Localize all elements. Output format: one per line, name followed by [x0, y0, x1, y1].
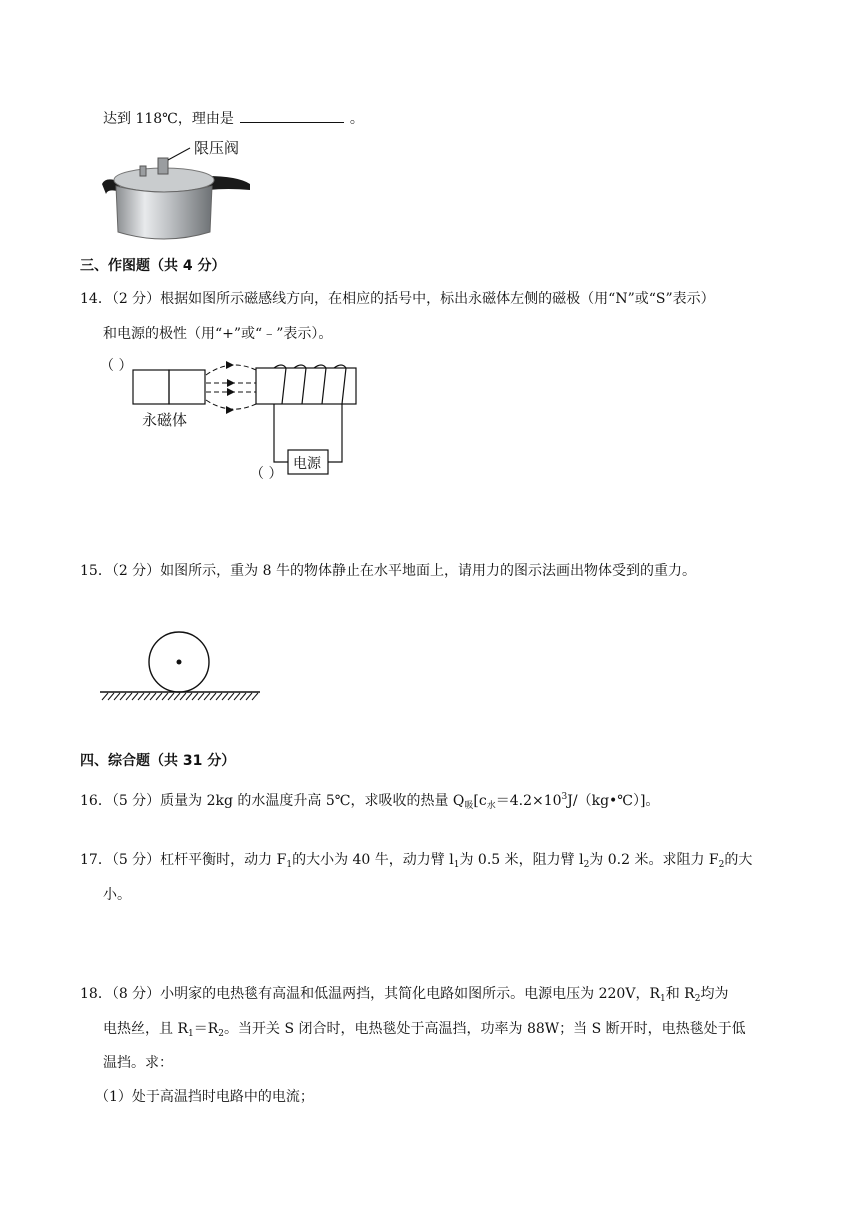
q18-line1: 18．（8 分）小明家的电热毯有高温和低温两挡，其简化电路如图所示。电源电压为 220V，$R_1$和 $R_2$均为 [80, 986, 729, 1004]
q16-line1: 16．（5 分）质量为 2kg 的水温度升高 5℃，求吸收的热量 $Q_吸[c_水=4.2\times 10^3J/(kg•℃)]$。 [80, 792, 660, 811]
q17-line1: 17．（5 分）杠杆平衡时，动力 $F_1$的大小为 40 牛，动力臂 $l_1$为 0.5 米，阻力臂 $l_2$为 0.2 米。求阻力 $F_2$的大 [80, 852, 753, 870]
solenoid-coil [274, 365, 346, 404]
center-of-gravity [177, 660, 182, 665]
magnet-coil-figure [98, 350, 368, 485]
ground-hatching [102, 693, 258, 700]
section-title: 四、综合题（共 31 分） [80, 753, 236, 769]
pressure-valve [158, 158, 168, 174]
field-arrows [226, 361, 235, 414]
wire-right [328, 404, 342, 462]
answer-blank[interactable] [240, 108, 344, 123]
power-label: 电源 [293, 456, 321, 472]
q15-line1: 15．（2 分）如图所示，重为 8 牛的物体静止在水平地面上，请用力的图示法画出物体受到的重力。 [80, 563, 696, 579]
q18-line3: 温挡。求： [103, 1055, 173, 1071]
q18-subquestion-1: （1）处于高温挡时电路中的电流； [95, 1089, 314, 1105]
section-title: 三、作图题（共 4 分） [80, 258, 226, 274]
q13-tail-line: 达到 118℃，理由是 。 [103, 108, 364, 129]
magnet-left-half [133, 370, 169, 404]
valve-label: 限压阀 [194, 139, 240, 157]
field-lines [206, 365, 256, 409]
ball-on-ground-figure [98, 600, 263, 705]
q14-line2: 和电源的极性（用“+”或“﹣”表示）。 [103, 326, 333, 342]
wire-left [274, 404, 288, 462]
cooker-body [116, 186, 212, 239]
q17-line2: 小。 [103, 887, 131, 903]
pressure-cooker-figure [98, 136, 258, 244]
power-polarity-bracket[interactable]: （ ） [250, 466, 283, 482]
q18-line2: 电热丝，且 $R_1=R_2$。当开关 S 闭合时，电热毯处于高温挡，功率为 88W；当 S 断开时，电热毯处于低 [103, 1021, 746, 1039]
q14-line1: 14．（2 分）根据如图所示磁感线方向，在相应的括号中，标出永磁体左侧的磁极（用“N”或“S”表示） [80, 291, 715, 307]
magnet-label: 永磁体 [142, 411, 188, 429]
magnet-right-half [169, 370, 205, 404]
magnet-pole-bracket[interactable]: （ ） [100, 358, 133, 374]
